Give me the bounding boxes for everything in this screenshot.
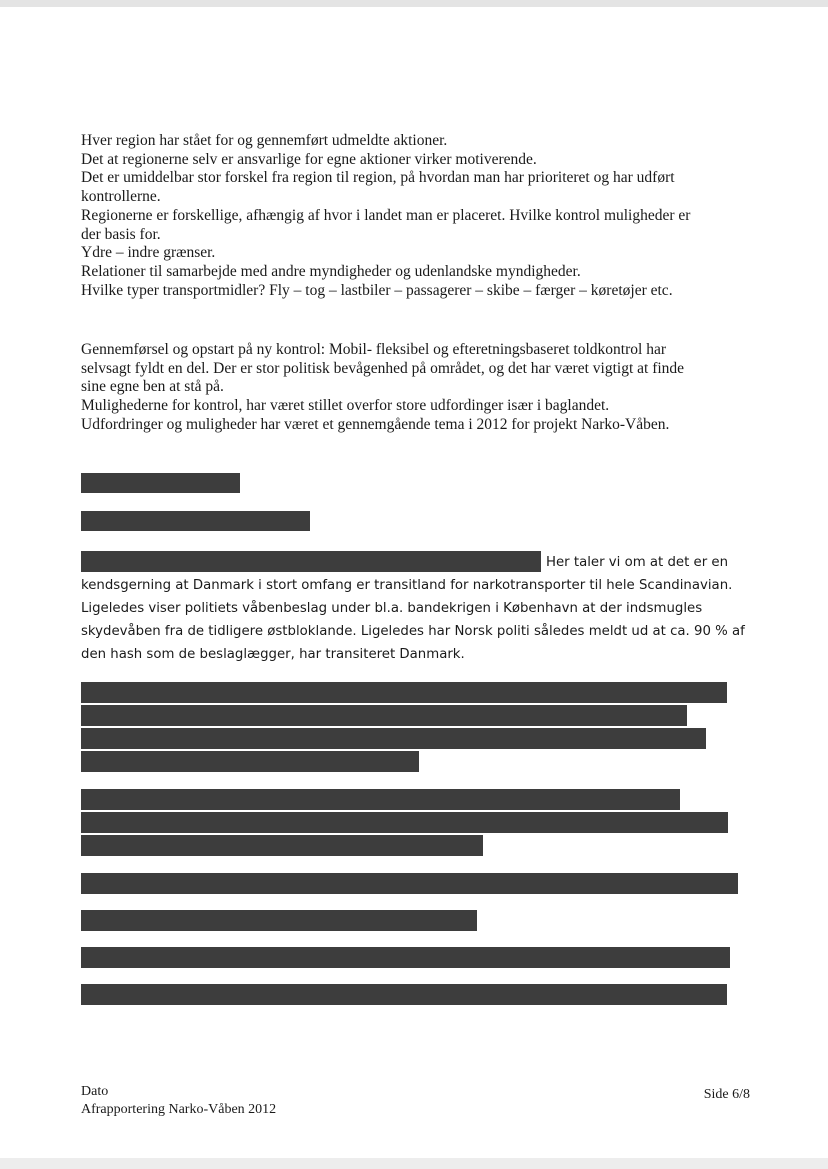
text-line: den hash som de beslaglægger, har transiteret Danmark. — [81, 647, 465, 662]
text-line: Regionerne er forskellige, afhængig af hvor i landet man er placeret. Hvilke kontrol muligheder er — [81, 206, 691, 224]
text-line: Ydre – indre grænser. — [81, 244, 216, 262]
text-line: Det at regionerne selv er ansvarlige for egne aktioner virker motiverende. — [81, 150, 537, 168]
text-line: sine egne ben at stå på. — [81, 378, 224, 396]
text-line: Her taler vi om at det er en — [546, 555, 729, 570]
redaction-bar — [81, 984, 727, 1005]
paragraph-control — [81, 341, 751, 435]
text-line: kontrollerne. — [81, 188, 161, 206]
text-line: Det er umiddelbar stor forskel fra region til region, på hvordan man har prioriteret og har udført — [81, 169, 675, 187]
text-line: selvsagt fyldt en del. Der er stor politisk bevågenhed på området, og det har været vigtigt at finde — [81, 359, 685, 377]
paragraph-regions — [81, 132, 751, 300]
text-line: der basis for. — [81, 225, 161, 243]
redaction-bar — [81, 873, 738, 894]
redaction-bar — [81, 812, 728, 833]
redaction-bar — [81, 511, 310, 531]
text-line: skydevåben fra de tidligere østbloklande. Ligeledes har Norsk politi således meldt ud at ca. 90 % af — [81, 624, 745, 639]
redaction-bar — [81, 473, 240, 493]
scan-edge-bottom — [0, 1158, 828, 1169]
footer-report-title: Afrapportering Narko-Våben 2012 — [81, 1102, 277, 1117]
redaction-bar — [81, 551, 541, 572]
text-line: Udfordringer og muligheder har været et gennemgående tema i 2012 for projekt Narko-Våben. — [81, 415, 670, 433]
text-line: Hvilke typer transportmidler? Fly – tog – lastbiler – passagerer – skibe – færger – køretøjer etc. — [81, 281, 673, 299]
text-line: Hver region har stået for og gennemført udmeldte aktioner. — [81, 132, 448, 149]
redaction-bar — [81, 835, 483, 856]
footer-date-label: Dato — [81, 1084, 109, 1099]
redaction-bar — [81, 728, 706, 749]
text-line: Relationer til samarbejde med andre myndigheder og udenlandske myndigheder. — [81, 262, 581, 280]
page-number: Side 6/8 — [703, 1087, 750, 1102]
text-line: Ligeledes viser politiets våbenbeslag under bl.a. bandekrigen i København at der indsmugles — [81, 601, 703, 616]
redaction-bar — [81, 751, 419, 772]
redaction-bar — [81, 789, 680, 810]
redaction-bar — [81, 682, 727, 703]
redaction-bar — [81, 705, 687, 726]
text-line: Mulighederne for kontrol, har været stillet overfor store udfordinger især i baglandet. — [81, 397, 610, 415]
redaction-bar — [81, 947, 730, 968]
scan-edge-top — [0, 0, 828, 7]
redaction-bar — [81, 910, 477, 931]
text-line: Gennemførsel og opstart på ny kontrol: Mobil- fleksibel og efteretningsbaseret toldkontrol har — [81, 341, 666, 358]
text-line: kendsgerning at Danmark i stort omfang er transitland for narkotransporter til hele Scandinavian. — [81, 578, 733, 593]
